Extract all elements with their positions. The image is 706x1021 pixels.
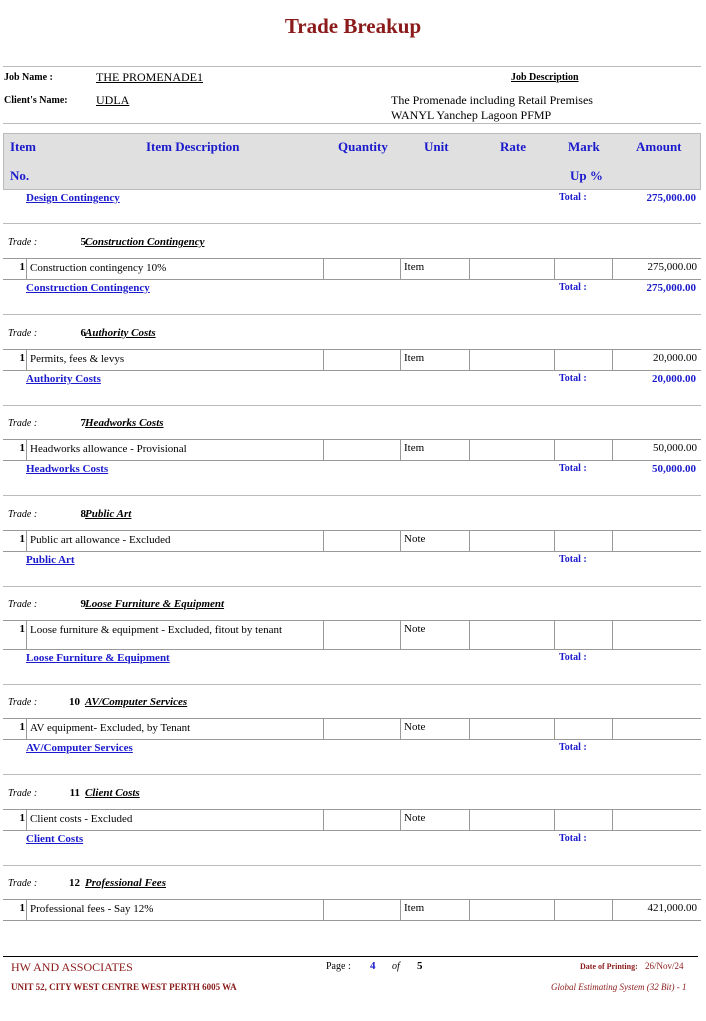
trade-label: Trade : xyxy=(8,509,38,520)
trade-label: Trade : xyxy=(8,599,38,610)
summary-trade-link[interactable]: AV/Computer Services xyxy=(26,742,133,754)
item-description: Client costs - Excluded xyxy=(30,813,133,825)
column-divider xyxy=(400,719,401,739)
column-divider xyxy=(400,900,401,920)
item-description: Permits, fees & levys xyxy=(30,353,125,365)
page-title: Trade Breakup xyxy=(284,14,422,38)
summary-trade-link[interactable]: Client Costs xyxy=(26,833,84,845)
column-divider xyxy=(400,259,401,279)
column-divider xyxy=(469,810,470,830)
summary-row xyxy=(3,190,701,224)
column-divider xyxy=(469,719,470,739)
item-unit: Note xyxy=(404,721,426,733)
job-description-label: Job Description xyxy=(511,72,579,83)
col-unit: Unit xyxy=(424,139,449,154)
column-divider xyxy=(323,900,324,920)
table-row xyxy=(3,439,701,461)
item-unit: Item xyxy=(404,902,425,914)
total-label: Total : xyxy=(559,833,587,844)
column-divider xyxy=(612,900,613,920)
page-total: 5 xyxy=(417,960,423,972)
summary-trade-link[interactable]: Design Contingency xyxy=(26,192,120,204)
column-divider xyxy=(612,440,613,460)
trade-name: Headworks Costs xyxy=(85,417,164,429)
column-divider xyxy=(26,810,27,830)
summary-trade-link[interactable]: Authority Costs xyxy=(26,373,101,385)
trade-label: Trade : xyxy=(8,697,38,708)
summary-trade-link[interactable]: Headworks Costs xyxy=(26,463,109,475)
column-header xyxy=(3,133,701,190)
total-label: Total : xyxy=(559,192,587,203)
column-divider xyxy=(612,719,613,739)
job-description-line-2: WANYL Yanchep Lagoon PFMP xyxy=(391,108,552,122)
total-label: Total : xyxy=(559,742,587,753)
column-divider xyxy=(400,810,401,830)
trade-label: Trade : xyxy=(8,788,38,799)
item-unit: Note xyxy=(404,623,426,635)
column-divider xyxy=(26,621,27,649)
company-address: UNIT 52, CITY WEST CENTRE WEST PERTH 6005 WA xyxy=(11,982,237,992)
trade-name: Authority Costs xyxy=(85,327,156,339)
footer-divider xyxy=(3,956,698,957)
column-divider xyxy=(469,259,470,279)
column-divider xyxy=(400,440,401,460)
col-amount: Amount xyxy=(636,139,682,154)
divider xyxy=(3,495,701,496)
column-divider xyxy=(400,350,401,370)
system-name: Global Estimating System (32 Bit) - 1 xyxy=(551,982,687,992)
client-name-value: UDLA xyxy=(96,93,130,107)
job-info-panel xyxy=(3,66,701,124)
divider xyxy=(3,314,701,315)
page-of: of xyxy=(392,961,400,972)
company-name: HW AND ASSOCIATES xyxy=(11,960,133,974)
item-number: 1 xyxy=(19,261,25,273)
column-divider xyxy=(612,259,613,279)
item-number: 1 xyxy=(19,442,25,454)
summary-row xyxy=(3,371,701,405)
item-description: Construction contingency 10% xyxy=(30,262,167,274)
table-row xyxy=(3,258,701,280)
column-divider xyxy=(323,259,324,279)
column-divider xyxy=(469,350,470,370)
item-number: 1 xyxy=(19,352,25,364)
item-description: Public art allowance - Excluded xyxy=(30,534,171,546)
table-row xyxy=(3,620,701,650)
total-amount: 20,000.00 xyxy=(652,373,696,385)
total-label: Total : xyxy=(559,652,587,663)
summary-trade-link[interactable]: Construction Contingency xyxy=(26,282,150,294)
trade-name: Loose Furniture & Equipment xyxy=(85,598,225,610)
item-number: 1 xyxy=(19,721,25,733)
job-name-value: THE PROMENADE1 xyxy=(96,70,203,84)
column-divider xyxy=(26,440,27,460)
total-amount: 275,000.00 xyxy=(646,282,696,294)
summary-trade-link[interactable]: Loose Furniture & Equipment xyxy=(26,652,170,664)
total-label: Total : xyxy=(559,373,587,384)
total-amount: 50,000.00 xyxy=(652,463,696,475)
column-divider xyxy=(400,621,401,649)
item-unit: Item xyxy=(404,352,425,364)
column-divider xyxy=(612,350,613,370)
divider xyxy=(3,865,701,866)
column-divider xyxy=(323,719,324,739)
col-no: No. xyxy=(10,168,30,183)
divider xyxy=(3,223,701,224)
col-rate: Rate xyxy=(500,139,526,154)
item-unit: Note xyxy=(404,812,426,824)
column-divider xyxy=(554,350,555,370)
divider xyxy=(3,405,701,406)
trade-name: Public Art xyxy=(85,508,132,520)
column-divider xyxy=(26,350,27,370)
col-quantity: Quantity xyxy=(338,139,388,154)
trade-number: 9 xyxy=(80,598,86,610)
item-description: Loose furniture & equipment - Excluded, fitout by tenant xyxy=(30,624,283,636)
column-divider xyxy=(323,531,324,551)
job-description-line-1: The Promenade including Retail Premises xyxy=(391,93,593,107)
item-description: AV equipment- Excluded, by Tenant xyxy=(30,722,191,734)
col-item: Item xyxy=(10,139,36,154)
client-name-label: Client's Name: xyxy=(4,95,68,106)
column-divider xyxy=(26,900,27,920)
total-amount: 275,000.00 xyxy=(646,192,696,204)
item-amount: 421,000.00 xyxy=(647,902,697,914)
total-label: Total : xyxy=(559,463,587,474)
divider xyxy=(3,774,701,775)
date-of-printing: 26/Nov/24 xyxy=(645,961,684,971)
column-divider xyxy=(612,810,613,830)
column-divider xyxy=(26,531,27,551)
item-unit: Note xyxy=(404,533,426,545)
trade-number: 6 xyxy=(80,327,86,339)
summary-row xyxy=(3,831,701,865)
total-label: Total : xyxy=(559,282,587,293)
col-up: Up % xyxy=(570,168,603,183)
item-unit: Item xyxy=(404,442,425,454)
column-divider xyxy=(469,531,470,551)
column-divider xyxy=(554,440,555,460)
trade-number: 7 xyxy=(80,417,86,429)
item-description: Professional fees - Say 12% xyxy=(30,903,154,915)
trade-number: 11 xyxy=(69,787,80,799)
column-divider xyxy=(400,531,401,551)
divider xyxy=(3,586,701,587)
page-number: 4 xyxy=(370,960,376,972)
trade-label: Trade : xyxy=(8,878,38,889)
item-number: 1 xyxy=(19,623,25,635)
trade-number: 10 xyxy=(69,696,80,708)
trade-name: Client Costs xyxy=(85,787,140,799)
column-divider xyxy=(323,440,324,460)
column-divider xyxy=(26,259,27,279)
trade-name: Construction Contingency xyxy=(85,236,205,248)
col-description: Item Description xyxy=(146,139,240,154)
table-row xyxy=(3,809,701,831)
item-amount: 50,000.00 xyxy=(653,442,697,454)
column-divider xyxy=(554,719,555,739)
divider xyxy=(3,684,701,685)
trade-number: 5 xyxy=(80,236,86,248)
summary-row xyxy=(3,740,701,774)
column-divider xyxy=(323,810,324,830)
item-number: 1 xyxy=(19,812,25,824)
summary-row xyxy=(3,280,701,314)
column-divider xyxy=(323,621,324,649)
item-number: 1 xyxy=(19,902,25,914)
table-row xyxy=(3,530,701,552)
trade-label: Trade : xyxy=(8,328,38,339)
item-number: 1 xyxy=(19,533,25,545)
summary-trade-link[interactable]: Public Art xyxy=(26,554,75,566)
summary-row xyxy=(3,650,701,684)
column-divider xyxy=(554,621,555,649)
summary-row xyxy=(3,461,701,495)
column-divider xyxy=(612,531,613,551)
item-description: Headworks allowance - Provisional xyxy=(30,443,187,455)
item-amount: 275,000.00 xyxy=(647,261,697,273)
trade-label: Trade : xyxy=(8,237,38,248)
item-amount: 20,000.00 xyxy=(653,352,697,364)
table-row xyxy=(3,718,701,740)
table-row xyxy=(3,899,701,921)
trade-number: 12 xyxy=(69,877,80,889)
column-divider xyxy=(554,259,555,279)
job-name-label: Job Name : xyxy=(4,72,53,83)
column-divider xyxy=(554,900,555,920)
column-divider xyxy=(554,531,555,551)
column-divider xyxy=(469,621,470,649)
column-divider xyxy=(469,900,470,920)
column-divider xyxy=(554,810,555,830)
trade-name: AV/Computer Services xyxy=(85,696,188,708)
date-of-printing-label: Date of Printing: xyxy=(580,962,638,971)
col-mark: Mark xyxy=(568,139,600,154)
table-row xyxy=(3,349,701,371)
item-unit: Item xyxy=(404,261,425,273)
total-label: Total : xyxy=(559,554,587,565)
page-label: Page : xyxy=(326,961,351,972)
column-divider xyxy=(612,621,613,649)
column-divider xyxy=(323,350,324,370)
trade-label: Trade : xyxy=(8,418,38,429)
trade-name: Professional Fees xyxy=(85,877,166,889)
summary-row xyxy=(3,552,701,586)
column-divider xyxy=(469,440,470,460)
trade-number: 8 xyxy=(80,508,86,520)
column-divider xyxy=(26,719,27,739)
